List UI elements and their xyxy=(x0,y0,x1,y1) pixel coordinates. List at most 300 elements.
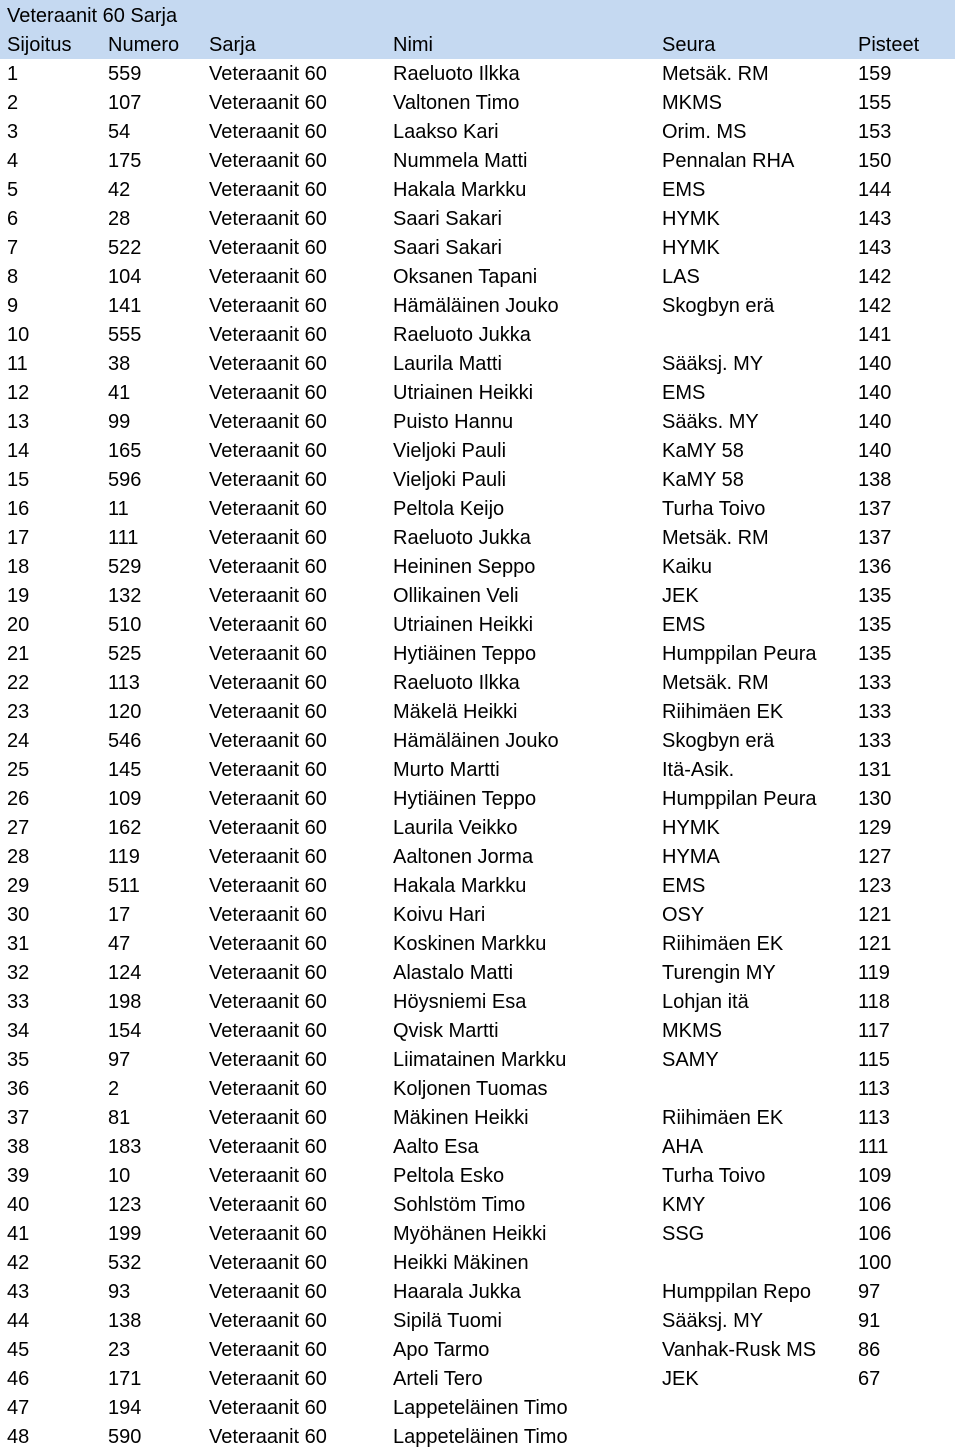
table-row xyxy=(0,176,960,205)
cell-nimi: Hytiäinen Teppo xyxy=(393,643,537,665)
cell-numero: 93 xyxy=(108,1281,131,1303)
cell-sarja: Veteraanit 60 xyxy=(209,295,327,317)
cell-numero: 529 xyxy=(108,556,142,578)
cell-pisteet: 140 xyxy=(858,382,892,404)
cell-numero: 99 xyxy=(108,411,131,433)
cell-seura: JEK xyxy=(662,1368,699,1390)
cell-numero: 154 xyxy=(108,1020,142,1042)
cell-numero: 198 xyxy=(108,991,142,1013)
cell-nimi: Apo Tarmo xyxy=(393,1339,490,1361)
cell-pisteet: 140 xyxy=(858,440,892,462)
cell-seura: HYMA xyxy=(662,846,720,868)
cell-pisteet: 143 xyxy=(858,237,892,259)
cell-sijoitus: 23 xyxy=(7,701,30,723)
cell-pisteet: 133 xyxy=(858,701,892,723)
cell-sijoitus: 7 xyxy=(7,237,19,259)
cell-seura: SSG xyxy=(662,1223,705,1245)
cell-sijoitus: 29 xyxy=(7,875,30,897)
cell-sarja: Veteraanit 60 xyxy=(209,991,327,1013)
cell-sarja: Veteraanit 60 xyxy=(209,469,327,491)
cell-sijoitus: 39 xyxy=(7,1165,30,1187)
cell-sarja: Veteraanit 60 xyxy=(209,1252,327,1274)
results-table-body xyxy=(0,60,960,1452)
cell-pisteet: 138 xyxy=(858,469,892,491)
cell-pisteet: 137 xyxy=(858,498,892,520)
cell-seura: Vanhak-Rusk MS xyxy=(662,1339,817,1361)
table-row xyxy=(0,872,960,901)
table-row xyxy=(0,1017,960,1046)
cell-sijoitus: 35 xyxy=(7,1049,30,1071)
table-row xyxy=(0,756,960,785)
table-row xyxy=(0,1075,960,1104)
cell-seura: Itä-Asik. xyxy=(662,759,735,781)
cell-nimi: Saari Sakari xyxy=(393,237,502,259)
cell-nimi: Mäkelä Heikki xyxy=(393,701,518,723)
cell-seura: OSY xyxy=(662,904,705,926)
cell-nimi: Heininen Seppo xyxy=(393,556,536,578)
cell-sijoitus: 33 xyxy=(7,991,30,1013)
cell-numero: 54 xyxy=(108,121,131,143)
cell-nimi: Puisto Hannu xyxy=(393,411,514,433)
cell-sarja: Veteraanit 60 xyxy=(209,208,327,230)
cell-sijoitus: 34 xyxy=(7,1020,30,1042)
table-row xyxy=(0,1394,960,1423)
cell-sijoitus: 42 xyxy=(7,1252,30,1274)
cell-seura: Sääksj. MY xyxy=(662,1310,764,1332)
cell-sarja: Veteraanit 60 xyxy=(209,237,327,259)
cell-numero: 175 xyxy=(108,150,142,172)
cell-pisteet: 150 xyxy=(858,150,892,172)
cell-pisteet: 119 xyxy=(858,962,890,984)
cell-sijoitus: 10 xyxy=(7,324,30,346)
cell-numero: 171 xyxy=(108,1368,142,1390)
cell-pisteet: 131 xyxy=(858,759,892,781)
table-row xyxy=(0,698,960,727)
column-header-row xyxy=(0,30,955,59)
cell-seura: Skogbyn erä xyxy=(662,730,775,752)
cell-numero: 120 xyxy=(108,701,142,723)
table-row xyxy=(0,959,960,988)
cell-numero: 119 xyxy=(108,846,140,868)
cell-numero: 123 xyxy=(108,1194,142,1216)
cell-nimi: Laurila Veikko xyxy=(393,817,518,839)
cell-numero: 510 xyxy=(108,614,142,636)
cell-seura: EMS xyxy=(662,614,706,636)
cell-pisteet: 142 xyxy=(858,266,892,288)
cell-sijoitus: 43 xyxy=(7,1281,30,1303)
cell-nimi: Nummela Matti xyxy=(393,150,528,172)
cell-seura xyxy=(662,1423,858,1452)
cell-sijoitus: 13 xyxy=(7,411,30,433)
cell-pisteet: 130 xyxy=(858,788,892,810)
cell-seura: Metsäk. RM xyxy=(662,527,769,549)
cell-nimi: Höysniemi Esa xyxy=(393,991,527,1013)
cell-nimi: Oksanen Tapani xyxy=(393,266,538,288)
table-row xyxy=(0,234,960,263)
table-row xyxy=(0,1220,960,1249)
table-row xyxy=(0,640,960,669)
cell-sarja: Veteraanit 60 xyxy=(209,556,327,578)
cell-seura: HYMK xyxy=(662,208,720,230)
cell-numero: 183 xyxy=(108,1136,142,1158)
cell-sijoitus: 37 xyxy=(7,1107,30,1129)
cell-nimi: Hämäläinen Jouko xyxy=(393,730,559,752)
cell-seura: KaMY 58 xyxy=(662,469,744,491)
cell-seura: Sääksj. MY xyxy=(662,353,764,375)
cell-pisteet: 133 xyxy=(858,672,892,694)
cell-nimi: Aaltonen Jorma xyxy=(393,846,534,868)
cell-sijoitus: 4 xyxy=(7,150,19,172)
cell-nimi: Hämäläinen Jouko xyxy=(393,295,559,317)
cell-pisteet: 142 xyxy=(858,295,892,317)
table-row xyxy=(0,147,960,176)
table-row xyxy=(0,321,960,350)
cell-numero: 511 xyxy=(108,875,140,897)
table-row xyxy=(0,1046,960,1075)
table-row xyxy=(0,350,960,379)
cell-seura: Humppilan Peura xyxy=(662,643,817,665)
cell-pisteet: 129 xyxy=(858,817,892,839)
cell-nimi: Vieljoki Pauli xyxy=(393,469,507,491)
cell-pisteet: 153 xyxy=(858,121,892,143)
cell-sarja: Veteraanit 60 xyxy=(209,788,327,810)
cell-pisteet: 159 xyxy=(858,63,892,85)
cell-sijoitus: 48 xyxy=(7,1426,30,1448)
cell-seura: Riihimäen EK xyxy=(662,933,784,955)
cell-numero: 525 xyxy=(108,643,142,665)
cell-pisteet: 100 xyxy=(858,1252,892,1274)
cell-numero: 10 xyxy=(108,1165,131,1187)
cell-sijoitus: 5 xyxy=(7,179,19,201)
cell-sarja: Veteraanit 60 xyxy=(209,527,327,549)
cell-pisteet: 141 xyxy=(858,324,892,346)
cell-seura: MKMS xyxy=(662,92,722,114)
cell-numero: 107 xyxy=(108,92,142,114)
table-row xyxy=(0,118,960,147)
cell-sijoitus: 30 xyxy=(7,904,30,926)
cell-sijoitus: 16 xyxy=(7,498,30,520)
cell-pisteet: 86 xyxy=(858,1339,881,1361)
cell-seura: KaMY 58 xyxy=(662,440,744,462)
cell-pisteet: 135 xyxy=(858,643,892,665)
cell-seura: EMS xyxy=(662,382,706,404)
cell-sarja: Veteraanit 60 xyxy=(209,63,327,85)
cell-pisteet: 67 xyxy=(858,1368,881,1390)
cell-sarja: Veteraanit 60 xyxy=(209,1020,327,1042)
cell-sijoitus: 9 xyxy=(7,295,19,317)
cell-pisteet: 133 xyxy=(858,730,892,752)
cell-sarja: Veteraanit 60 xyxy=(209,1223,327,1245)
table-row xyxy=(0,930,960,959)
cell-seura: JEK xyxy=(662,585,699,607)
cell-sijoitus: 32 xyxy=(7,962,30,984)
cell-sijoitus: 40 xyxy=(7,1194,30,1216)
cell-sarja: Veteraanit 60 xyxy=(209,92,327,114)
cell-seura: Sääks. MY xyxy=(662,411,759,433)
cell-pisteet: 135 xyxy=(858,614,892,636)
cell-seura: Humppilan Repo xyxy=(662,1281,811,1303)
cell-sarja: Veteraanit 60 xyxy=(209,498,327,520)
cell-pisteet: 123 xyxy=(858,875,892,897)
cell-sarja: Veteraanit 60 xyxy=(209,904,327,926)
cell-pisteet xyxy=(858,1423,954,1452)
cell-sijoitus: 41 xyxy=(7,1223,30,1245)
table-row xyxy=(0,727,960,756)
cell-nimi: Alastalo Matti xyxy=(393,962,514,984)
cell-nimi: Utriainen Heikki xyxy=(393,614,534,636)
cell-seura: MKMS xyxy=(662,1020,722,1042)
cell-numero: 17 xyxy=(108,904,131,926)
cell-numero: 165 xyxy=(108,440,142,462)
cell-numero: 522 xyxy=(108,237,142,259)
cell-numero: 41 xyxy=(108,382,131,404)
cell-sijoitus: 18 xyxy=(7,556,30,578)
cell-seura: EMS xyxy=(662,179,706,201)
table-row xyxy=(0,1307,960,1336)
cell-seura: EMS xyxy=(662,875,706,897)
cell-numero: 532 xyxy=(108,1252,142,1274)
cell-sijoitus: 36 xyxy=(7,1078,30,1100)
table-row xyxy=(0,524,960,553)
cell-sijoitus: 46 xyxy=(7,1368,30,1390)
column-header-nimi: Nimi xyxy=(393,34,433,56)
cell-seura: HYMK xyxy=(662,237,720,259)
table-row xyxy=(0,89,960,118)
cell-sijoitus: 22 xyxy=(7,672,30,694)
cell-numero: 546 xyxy=(108,730,142,752)
cell-sijoitus: 38 xyxy=(7,1136,30,1158)
cell-seura: LAS xyxy=(662,266,700,288)
cell-numero: 559 xyxy=(108,63,142,85)
cell-sarja: Veteraanit 60 xyxy=(209,759,327,781)
cell-numero: 38 xyxy=(108,353,131,375)
cell-sijoitus: 6 xyxy=(7,208,19,230)
table-row xyxy=(0,1104,960,1133)
table-row xyxy=(0,843,960,872)
cell-sijoitus: 28 xyxy=(7,846,30,868)
cell-seura: AHA xyxy=(662,1136,704,1158)
table-row xyxy=(0,60,960,89)
cell-sijoitus: 47 xyxy=(7,1397,30,1419)
cell-pisteet: 143 xyxy=(858,208,892,230)
cell-pisteet: 113 xyxy=(858,1078,890,1100)
cell-sarja: Veteraanit 60 xyxy=(209,1310,327,1332)
cell-numero: 81 xyxy=(108,1107,131,1129)
cell-seura: Lohjan itä xyxy=(662,991,749,1013)
cell-numero: 109 xyxy=(108,788,142,810)
cell-numero: 104 xyxy=(108,266,142,288)
cell-pisteet: 91 xyxy=(858,1310,881,1332)
cell-sijoitus: 8 xyxy=(7,266,19,288)
cell-seura: HYMK xyxy=(662,817,720,839)
cell-nimi: Mäkinen Heikki xyxy=(393,1107,529,1129)
cell-sijoitus: 45 xyxy=(7,1339,30,1361)
cell-nimi: Valtonen Timo xyxy=(393,92,520,114)
cell-seura: Orim. MS xyxy=(662,121,747,143)
cell-sijoitus: 24 xyxy=(7,730,30,752)
cell-sarja: Veteraanit 60 xyxy=(209,382,327,404)
table-row xyxy=(0,263,960,292)
cell-nimi: Hakala Markku xyxy=(393,875,527,897)
table-row xyxy=(0,205,960,234)
table-row xyxy=(0,1191,960,1220)
cell-sarja: Veteraanit 60 xyxy=(209,324,327,346)
cell-numero: 113 xyxy=(108,672,140,694)
cell-sijoitus: 3 xyxy=(7,121,19,143)
table-row xyxy=(0,408,960,437)
cell-sijoitus: 2 xyxy=(7,92,19,114)
cell-sijoitus: 15 xyxy=(7,469,30,491)
cell-numero: 23 xyxy=(108,1339,131,1361)
cell-seura xyxy=(662,1394,858,1423)
cell-pisteet: 137 xyxy=(858,527,892,549)
table-row xyxy=(0,495,960,524)
table-row xyxy=(0,379,960,408)
cell-sarja: Veteraanit 60 xyxy=(209,1368,327,1390)
cell-pisteet: 140 xyxy=(858,353,892,375)
cell-nimi: Aalto Esa xyxy=(393,1136,479,1158)
cell-sarja: Veteraanit 60 xyxy=(209,179,327,201)
table-row xyxy=(0,611,960,640)
cell-nimi: Raeluoto Jukka xyxy=(393,324,531,346)
table-row xyxy=(0,814,960,843)
cell-nimi: Sohlstöm Timo xyxy=(393,1194,526,1216)
cell-pisteet: 140 xyxy=(858,411,892,433)
cell-nimi: Saari Sakari xyxy=(393,208,502,230)
cell-sarja: Veteraanit 60 xyxy=(209,1078,327,1100)
table-row xyxy=(0,1336,960,1365)
cell-sarja: Veteraanit 60 xyxy=(209,962,327,984)
cell-sarja: Veteraanit 60 xyxy=(209,1194,327,1216)
table-row xyxy=(0,901,960,930)
table-row xyxy=(0,582,960,611)
cell-seura: Riihimäen EK xyxy=(662,1107,784,1129)
cell-numero: 141 xyxy=(108,295,142,317)
cell-pisteet: 115 xyxy=(858,1049,890,1071)
cell-seura: KMY xyxy=(662,1194,706,1216)
cell-sarja: Veteraanit 60 xyxy=(209,1339,327,1361)
cell-sarja: Veteraanit 60 xyxy=(209,353,327,375)
cell-seura: SAMY xyxy=(662,1049,719,1071)
column-header-pisteet: Pisteet xyxy=(858,34,920,56)
table-row xyxy=(0,988,960,1017)
cell-pisteet: 121 xyxy=(858,933,892,955)
cell-nimi: Koivu Hari xyxy=(393,904,486,926)
cell-seura: Kaiku xyxy=(662,556,713,578)
header-block xyxy=(0,0,955,59)
cell-numero: 28 xyxy=(108,208,131,230)
cell-nimi: Peltola Keijo xyxy=(393,498,505,520)
cell-seura: Skogbyn erä xyxy=(662,295,775,317)
cell-sarja: Veteraanit 60 xyxy=(209,817,327,839)
cell-nimi: Laakso Kari xyxy=(393,121,499,143)
cell-nimi: Raeluoto Jukka xyxy=(393,527,531,549)
cell-sarja: Veteraanit 60 xyxy=(209,643,327,665)
cell-numero: 132 xyxy=(108,585,142,607)
cell-nimi: Liimatainen Markku xyxy=(393,1049,567,1071)
cell-pisteet: 106 xyxy=(858,1194,892,1216)
table-row xyxy=(0,785,960,814)
cell-seura: Turha Toivo xyxy=(662,1165,766,1187)
cell-numero: 138 xyxy=(108,1310,142,1332)
column-header-seura: Seura xyxy=(662,34,716,56)
cell-sijoitus: 14 xyxy=(7,440,30,462)
cell-nimi: Utriainen Heikki xyxy=(393,382,534,404)
cell-sijoitus: 25 xyxy=(7,759,30,781)
cell-sijoitus: 31 xyxy=(7,933,30,955)
cell-seura: Metsäk. RM xyxy=(662,672,769,694)
cell-nimi: Koljonen Tuomas xyxy=(393,1078,548,1100)
cell-nimi: Raeluoto Ilkka xyxy=(393,672,520,694)
cell-numero: 145 xyxy=(108,759,142,781)
cell-pisteet: 118 xyxy=(858,991,890,1013)
cell-sijoitus: 17 xyxy=(7,527,30,549)
cell-sarja: Veteraanit 60 xyxy=(209,1136,327,1158)
cell-nimi: Sipilä Tuomi xyxy=(393,1310,502,1332)
table-row xyxy=(0,1249,960,1278)
cell-sarja: Veteraanit 60 xyxy=(209,1426,327,1448)
table-row xyxy=(0,292,960,321)
cell-sijoitus: 21 xyxy=(7,643,30,665)
cell-sarja: Veteraanit 60 xyxy=(209,672,327,694)
cell-pisteet: 121 xyxy=(858,904,892,926)
cell-seura: Riihimäen EK xyxy=(662,701,784,723)
cell-sijoitus: 20 xyxy=(7,614,30,636)
cell-nimi: Myöhänen Heikki xyxy=(393,1223,547,1245)
cell-seura: Metsäk. RM xyxy=(662,63,769,85)
cell-sarja: Veteraanit 60 xyxy=(209,1049,327,1071)
cell-seura: Humppilan Peura xyxy=(662,788,817,810)
cell-pisteet xyxy=(858,1394,954,1423)
table-row xyxy=(0,1365,960,1394)
cell-seura: Turengin MY xyxy=(662,962,776,984)
table-row xyxy=(0,466,960,495)
cell-sijoitus: 1 xyxy=(7,63,19,85)
cell-nimi: Murto Martti xyxy=(393,759,500,781)
cell-sarja: Veteraanit 60 xyxy=(209,875,327,897)
cell-nimi: Raeluoto Ilkka xyxy=(393,63,520,85)
cell-nimi: Qvisk Martti xyxy=(393,1020,499,1042)
sheet-title: Veteraanit 60 Sarja xyxy=(7,5,178,27)
column-header-sarja: Sarja xyxy=(209,34,256,56)
cell-pisteet: 127 xyxy=(858,846,892,868)
cell-pisteet: 109 xyxy=(858,1165,892,1187)
cell-numero: 97 xyxy=(108,1049,131,1071)
cell-numero: 47 xyxy=(108,933,131,955)
cell-sarja: Veteraanit 60 xyxy=(209,440,327,462)
cell-pisteet: 136 xyxy=(858,556,892,578)
cell-sarja: Veteraanit 60 xyxy=(209,730,327,752)
table-row xyxy=(0,437,960,466)
cell-pisteet: 155 xyxy=(858,92,892,114)
cell-sarja: Veteraanit 60 xyxy=(209,150,327,172)
cell-sarja: Veteraanit 60 xyxy=(209,701,327,723)
cell-sijoitus: 27 xyxy=(7,817,30,839)
cell-numero: 596 xyxy=(108,469,142,491)
cell-seura: Turha Toivo xyxy=(662,498,766,520)
cell-nimi: Laurila Matti xyxy=(393,353,502,375)
cell-nimi: Arteli Tero xyxy=(393,1368,483,1390)
cell-pisteet: 106 xyxy=(858,1223,892,1245)
cell-sijoitus: 11 xyxy=(7,353,28,375)
cell-nimi: Lappeteläinen Timo xyxy=(393,1397,568,1419)
cell-numero: 199 xyxy=(108,1223,142,1245)
table-row xyxy=(0,1162,960,1191)
cell-seura xyxy=(662,1075,858,1104)
cell-sijoitus: 44 xyxy=(7,1310,30,1332)
cell-numero: 42 xyxy=(108,179,131,201)
cell-numero: 124 xyxy=(108,962,142,984)
